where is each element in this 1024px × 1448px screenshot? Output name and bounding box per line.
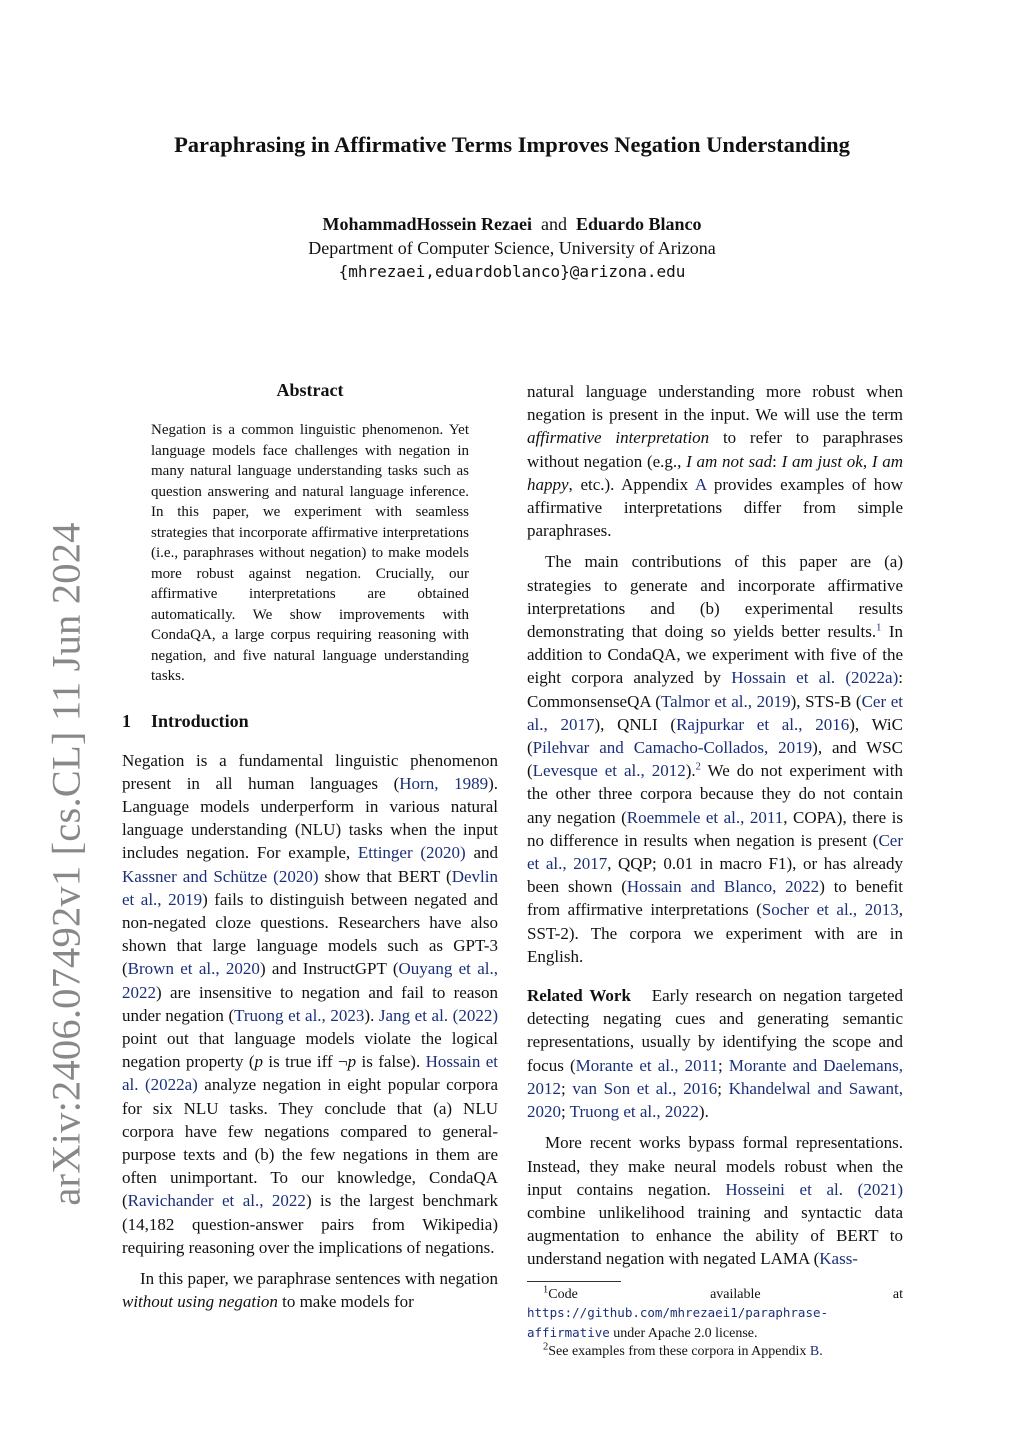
intro-paragraph-1: Negation is a fundamental linguistic phenomenon present in all human languages (Horn, 1989). Language models underperform in various natural language understanding (NLU) tasks when the input includes negation. For example, Ettinger (2020) and Kassner and Schütze (2020) show that BERT (Devlin et al., 2019) fails to distinguish between negated and non-negated cloze questions. Researchers have also shown that large language models such as GPT-3 (Brown et al., 2020) and InstructGPT (Ouyang et al., 2022) are insensitive to negation and fail to reason under negation (Truong et al., 2023). Jang et al. (2022) point out that language models violate the logical negation property (p is true iff ¬p is false). Hossain et al. (2022a) analyze negation in eight popular corpora for six NLU tasks. They conclude that (a) NLU corpora have few negations compared to general-purpose texts and (b) the few negations in them are often unimportant. To our knowledge, CondaQA (Ravichander et al., 2022) is the largest benchmark (14,182 question-answer pairs from Wikipedia) requiring reasoning over the implications of negations. xyxy=(122,750,499,1257)
right-column xyxy=(527,380,903,1362)
citation-link[interactable]: Devlin et al., 2019 xyxy=(122,866,498,909)
section-number: 1 xyxy=(122,710,131,731)
footnote-mark-2: 2 xyxy=(543,1341,549,1353)
citation-link[interactable]: Kassner and Schütze (2020) xyxy=(122,866,319,886)
emphasis-text: I am just ok xyxy=(781,451,863,471)
author-conjunction: and xyxy=(540,214,567,234)
repository-link[interactable]: https://github.com/mhrezaei1/paraphrase-affirmative xyxy=(527,1305,829,1340)
emphasis-text: p xyxy=(347,1052,357,1072)
citation-link[interactable]: Hossain and Blanco, 2022 xyxy=(626,877,820,897)
footnote-mark-1: 1 xyxy=(543,1283,549,1295)
citation-link[interactable]: Kass- xyxy=(819,1249,858,1269)
intro-paragraph-3: The main contributions of this paper are (a) strategies to generate and incorporate affirmative interpretations and (b) experimental results demonstrating that doing so yields better results.$^1$ In addition to CondaQA, we experiment with five of the eight corpora analyzed by Hossain et al. (2022a): CommonsenseQA (Talmor et al., 2019), STS-B (Cer et al., 2017), QNLI (Rajpurkar et al., 2016), WiC (Pilehvar and Camacho-Collados, 2019), and WSC (Levesque et al., 2012).$^2$ We do not experiment with the other three corpora because they do not contain any negation (Roemmele et al., 2011, COPA), there is no difference in results when negation is present (Cer et al., 2017, QQP; 0.01 in macro F1), or has already been shown (Hossain and Blanco, 2022) to benefit from affirmative interpretations (Socher et al., 2013, SST-2). The corpora we experiment with are in English. xyxy=(527,552,904,966)
appendix-b-link[interactable]: B xyxy=(809,1344,820,1360)
author-name-1: MohammadHossein Rezaei xyxy=(322,214,532,234)
citation-link[interactable]: Roemmele et al., 2011 xyxy=(626,807,784,827)
citation-link[interactable]: Hossain et al. (2022a) xyxy=(122,1052,498,1095)
citation-link[interactable]: Jang et al. (2022) xyxy=(378,1005,498,1025)
citation-link[interactable]: Khandelwal and Sawant, 2020 xyxy=(527,1078,903,1122)
citation-link[interactable]: Truong et al., 2023 xyxy=(234,1005,365,1025)
citation-link[interactable]: Ravichander et al., 2022 xyxy=(127,1191,306,1211)
footnote-ref[interactable]: 2 xyxy=(695,761,701,773)
related-work-paragraph-1 xyxy=(527,984,903,1123)
footnote-divider xyxy=(527,1281,621,1282)
footnote-1 xyxy=(527,1283,903,1344)
citation-link[interactable]: Morante and Daelemans, 2012 xyxy=(527,1055,903,1098)
emphasis-text: p xyxy=(254,1052,264,1072)
emphasis-text: without using negation xyxy=(122,1292,278,1312)
footnote-ref[interactable]: 1 xyxy=(876,622,882,634)
footnote-2 xyxy=(527,1343,903,1362)
author-name-2: Eduardo Blanco xyxy=(575,214,702,234)
citation-link[interactable]: Brown et al., 2020 xyxy=(127,959,260,979)
citation-link[interactable]: Morante et al., 2011 xyxy=(575,1055,718,1075)
citation-link[interactable]: Cer et al., 2017 xyxy=(527,691,903,734)
section-heading-introduction xyxy=(122,709,498,733)
related-work-paragraph-2: More recent works bypass formal representations. Instead, they make neural models robust when the input contains negation. Hosseini et al. (2021) combine unlikelihood training and syntactic data augmentation to enhance the ability of BERT to understand negation with negated LAMA (Kass- xyxy=(527,1133,904,1269)
intro-paragraph-2-continued: natural language understanding more robust when negation is present in the input. We will use the term affirmative interpretation to refer to paraphrases without negation (e.g., I am not sad: I am just ok, I am happy, etc.). Appendix A provides examples of how affirmative interpretations differ from simple paraphrases. xyxy=(527,382,903,541)
abstract-text: Negation is a common linguistic phenomenon. Yet language models face challenges with negation in many natural language understanding tasks such as question answering and natural language inference. In this paper, we experiment with seamless strategies that incorporate affirmative interpretations (i.e., paraphrases without negation) to make models more robust against negation. Crucially, our affirmative interpretations are obtained automatically. We show improvements with CondaQA, a large corpus requiring reasoning with negation, and five natural language understanding tasks. xyxy=(151,422,469,684)
citation-link[interactable]: Hosseini et al. (2021) xyxy=(725,1179,904,1199)
arxiv-identifier-stamp: arXiv:2406.07492v1 [cs.CL] 11 Jun 2024 xyxy=(43,522,89,1206)
author-emails: {mhrezaei,eduardoblanco}@arizona.edu xyxy=(338,262,686,281)
paper-title: Paraphrasing in Affirmative Terms Improves Negation Understanding xyxy=(174,132,850,157)
author-line xyxy=(0,212,1024,236)
footnote-2-text: See examples from these corpora in Appendix xyxy=(548,1344,810,1360)
citation-link[interactable]: Rajpurkar et al., 2016 xyxy=(676,714,850,734)
citation-link[interactable]: Socher et al., 2013 xyxy=(761,900,899,920)
citation-link[interactable]: Ettinger (2020) xyxy=(357,843,466,863)
section-title: Introduction xyxy=(151,710,249,731)
citation-link[interactable]: Horn, 1989 xyxy=(399,773,489,793)
citation-link[interactable]: Pilehvar and Camacho-Collados, 2019 xyxy=(532,738,813,758)
author-block xyxy=(0,212,1024,284)
citation-link[interactable]: Hossain et al. (2022a) xyxy=(731,668,899,688)
emphasis-text: I am happy xyxy=(527,451,903,494)
abstract-heading: Abstract xyxy=(276,380,344,400)
affiliation: Department of Computer Science, University of Arizona xyxy=(308,238,716,258)
emphasis-text: affirmative interpretation xyxy=(527,428,710,448)
footnote-1-text: Code available at xyxy=(548,1286,903,1302)
citation-link[interactable]: Cer et al., 2017 xyxy=(527,830,903,874)
related-work-heading: Related Work xyxy=(527,986,631,1006)
citation-link[interactable]: A xyxy=(694,474,707,494)
footnote-1-suffix: under Apache 2.0 license. xyxy=(609,1325,758,1341)
citation-link[interactable]: Truong et al., 2022 xyxy=(569,1102,699,1122)
emphasis-text: I am not sad xyxy=(686,451,773,471)
citation-link[interactable]: Ouyang et al., 2022 xyxy=(122,959,498,1002)
footnote-2-suffix: . xyxy=(819,1344,823,1360)
citation-link[interactable]: van Son et al., 2016 xyxy=(572,1078,718,1098)
left-column xyxy=(122,378,498,1313)
intro-paragraph-2: In this paper, we paraphrase sentences with negation without using negation to make models for xyxy=(122,1268,498,1312)
citation-link[interactable]: Levesque et al., 2012 xyxy=(532,761,686,781)
related-work-body: Early research on negation targeted detecting negating cues and generating semantic representations, usually by identifying the scope and focus (Morante et al., 2011; Morante and Daelemans, 2012; van Son et al., 2016; Khandelwal and Sawant, 2020; Truong et al., 2022). xyxy=(527,986,903,1122)
citation-link[interactable]: Talmor et al., 2019 xyxy=(660,691,791,711)
